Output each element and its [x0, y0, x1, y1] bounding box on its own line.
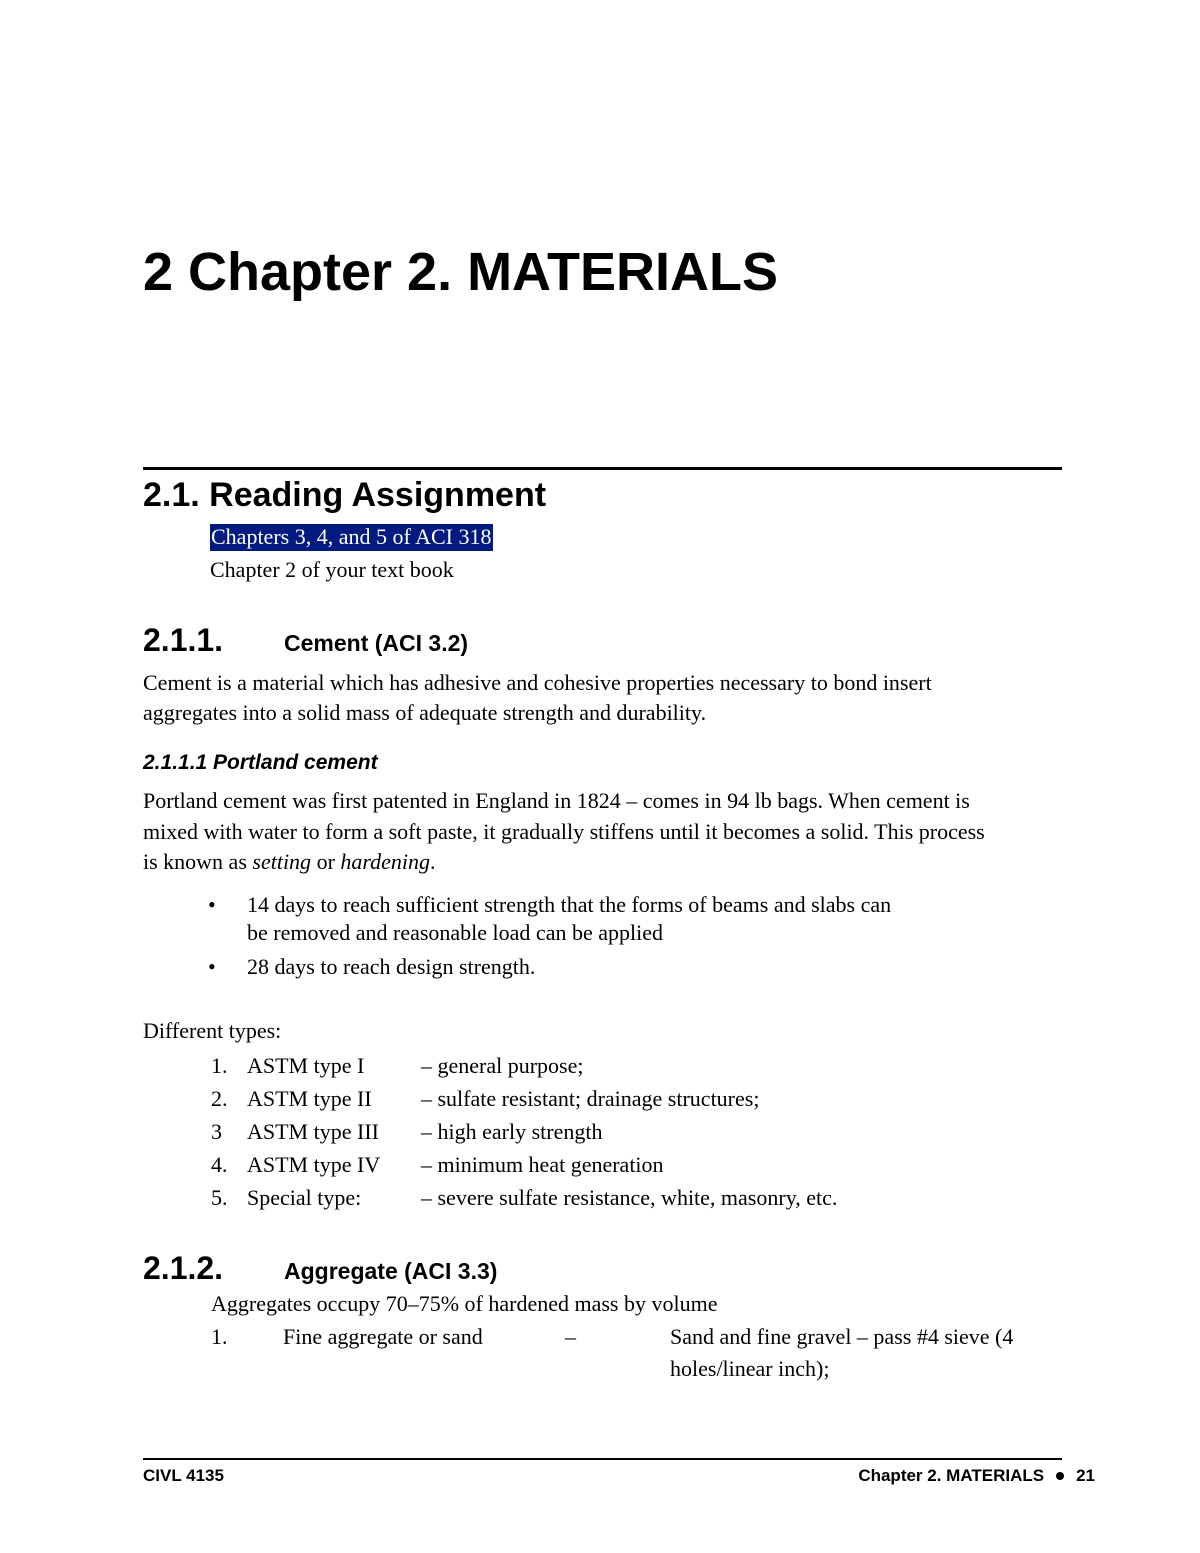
selected-text[interactable]: Chapters 3, 4, and 5 of ACI 318 — [211, 524, 492, 549]
type-description: – high early strength — [421, 1119, 603, 1144]
type-name: ASTM type III — [247, 1119, 379, 1144]
portland-paragraph-line — [143, 847, 436, 877]
type-description: – minimum heat generation — [421, 1152, 664, 1177]
types-label: Different types: — [143, 1018, 282, 1043]
chapter-title — [143, 240, 778, 304]
type-description: – severe sulfate resistance, white, masonry, etc. — [421, 1185, 838, 1210]
aggregate-item-description-continuation: holes/linear inch); — [670, 1356, 830, 1381]
type-name: ASTM type II — [247, 1086, 372, 1111]
portland-cement-heading: 2.1.1.1 Portland cement — [143, 751, 378, 774]
type-number: 5. — [211, 1185, 228, 1210]
type-number: 1. — [211, 1053, 228, 1078]
type-name: Special type: — [247, 1185, 362, 1210]
footer-chapter-page — [858, 1465, 1095, 1487]
aggregate-item-description: Sand and fine gravel – pass #4 sieve (4 — [670, 1324, 1014, 1349]
text-run: . — [430, 849, 436, 874]
term-setting: setting — [252, 849, 312, 874]
footer-course: CIVL 4135 — [143, 1466, 224, 1485]
bullet-item-continuation: be removed and reasonable load can be applied — [247, 920, 663, 945]
bullet-icon: • — [208, 954, 216, 979]
bullet-item: 28 days to reach design strength. — [247, 954, 536, 979]
cement-section-number: 2.1.1. — [143, 622, 224, 658]
type-name: ASTM type I — [247, 1053, 365, 1078]
footer-divider — [143, 1458, 1062, 1460]
type-description: – general purpose; — [421, 1053, 584, 1078]
aggregate-item-dash: – — [565, 1324, 576, 1349]
text-run: or — [311, 849, 341, 874]
type-description: – sulfate resistant; drainage structures; — [421, 1086, 760, 1111]
section-divider — [143, 467, 1062, 470]
bullet-item: 14 days to reach sufficient strength that the forms of beams and slabs can — [247, 892, 892, 917]
reading-assignment-heading: 2.1. Reading Assignment — [143, 476, 547, 514]
aggregate-section-title: Aggregate (ACI 3.3) — [284, 1258, 498, 1284]
type-number: 2. — [211, 1086, 228, 1111]
cement-heading — [143, 620, 468, 667]
aggregate-heading — [143, 1248, 497, 1295]
bullet-dot-icon — [1056, 1472, 1064, 1480]
aggregate-item-number: 1. — [211, 1324, 228, 1349]
portland-paragraph-line: Portland cement was first patented in England in 1824 – comes in 94 lb bags. When cement is — [143, 788, 970, 813]
chapter-number: 2 — [143, 242, 174, 302]
type-number: 3 — [211, 1119, 222, 1144]
aggregate-intro: Aggregates occupy 70–75% of hardened mass by volume — [211, 1291, 718, 1316]
type-number: 4. — [211, 1152, 228, 1177]
cement-definition-line: aggregates into a solid mass of adequate strength and durability. — [143, 700, 707, 725]
text-run: is known as — [143, 849, 253, 874]
reading-item-highlighted[interactable] — [210, 522, 493, 552]
page-number: 21 — [1076, 1466, 1095, 1485]
bullet-icon: • — [208, 892, 216, 917]
type-name: ASTM type IV — [247, 1152, 381, 1177]
aggregate-section-number: 2.1.2. — [143, 1250, 224, 1286]
reading-item: Chapter 2 of your text book — [210, 557, 454, 582]
chapter-title-text: Chapter 2. MATERIALS — [188, 242, 779, 302]
footer-chapter: Chapter 2. MATERIALS — [858, 1466, 1045, 1485]
aggregate-item-name: Fine aggregate or sand — [283, 1324, 483, 1349]
portland-paragraph-line: mixed with water to form a soft paste, it gradually stiffens until it becomes a solid. This process — [143, 819, 985, 844]
cement-definition-line: Cement is a material which has adhesive and cohesive properties necessary to bond insert — [143, 670, 932, 695]
term-hardening: hardening — [340, 849, 431, 874]
cement-section-title: Cement (ACI 3.2) — [284, 630, 469, 656]
